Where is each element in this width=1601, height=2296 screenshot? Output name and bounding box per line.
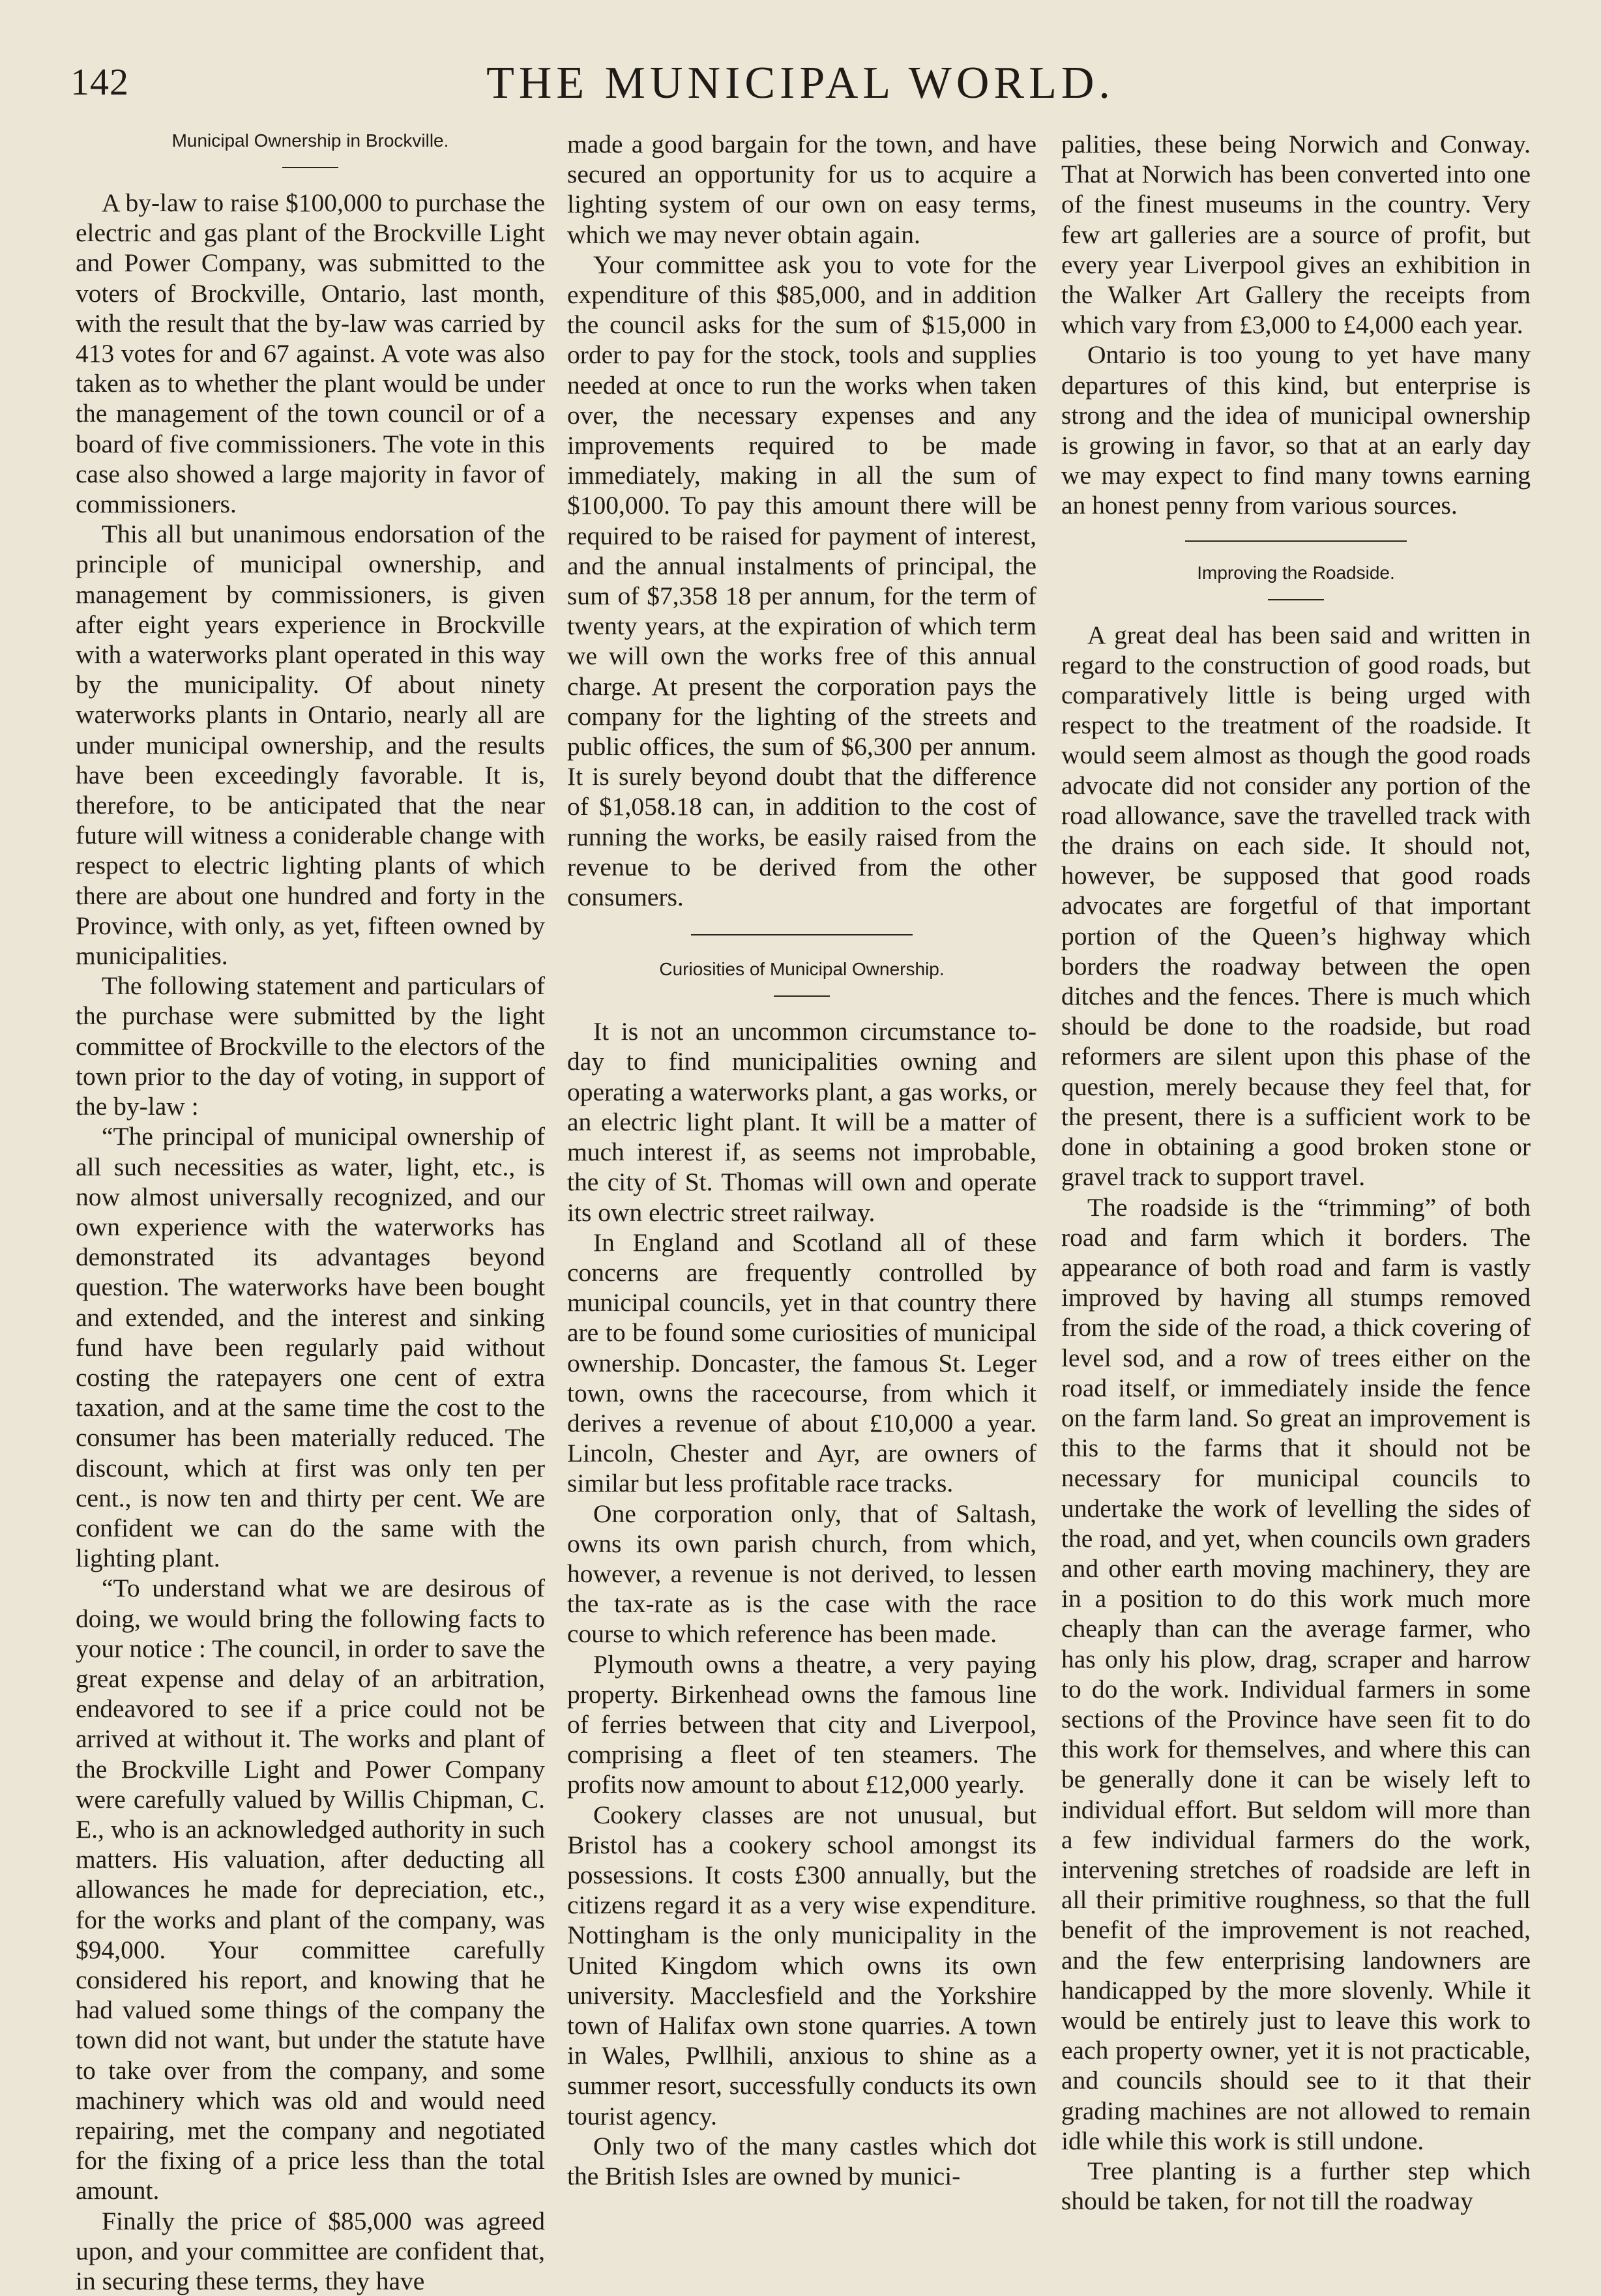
paragraph: Your committee ask you to vote for the expenditure of this $85,000, and in addition the council asks for the sum of $15,000 in order to pay for the stock, tools and supplies needed at once to run the works when taken over, the necessary expenses and any improvements required to be made immediately, making in all the sum of $100,000. To pay this amount there will be required to be raised for payment of interest, and the annual instalments of principal, the sum of $7,358 18 per annum, for the term of twenty years, at the expiration of which term we will own the works free of this annual charge. At present the corporation pays the company for the lighting of the streets and public offices, the sum of $6,300 per annum. It is surely beyond doubt that the difference of $1,058.18 can, in addition to the cost of running the works, be easily raised from the revenue to be derived from the other consumers.: [567, 250, 1036, 912]
article-title-brockville: Municipal Ownership in Brockville.: [171, 130, 449, 151]
paragraph: A by-law to raise $100,000 to purchase the electric and gas plant of the Brockville Light and Power Company, was submitted to the voters of Brockville, Ontario, last month, with the result that the by-law was carried by 413 votes for and 67 against. A vote was also taken as to whether the plant would be under the management of the town council or of a board of five commissioners. The vote in this case also showed a large majority in favor of commissioners.: [76, 188, 545, 519]
column-3: [1061, 129, 1531, 2216]
column-1: [76, 129, 545, 2296]
title-rule: [1268, 599, 1324, 600]
paragraph: Ontario is too young to yet have many departures of this kind, but enterprise is strong and the idea of municipal ownership is growing in favor, so that at an early day we may expect to find many towns earning an honest penny from various sources.: [1061, 340, 1531, 520]
title-rule: [282, 167, 338, 168]
page-number: 142: [70, 61, 129, 103]
paragraph: In England and Scotland all of these concerns are frequently controlled by municipal councils, yet in that country there are to be found some curiosities of municipal ownership. Doncaster, the famous St. Leger town, owns the racecourse, from which it derives a revenue of about £10,000 a year. Lincoln, Chester and Ayr, are owners of similar but less profitable race tracks.: [567, 1228, 1036, 1498]
paragraph: The roadside is the “trimming” of both road and farm which it borders. The appearance of both road and farm is vastly improved by having all stumps removed from the side of the road, a thick covering of level sod, and a row of trees either on the road itself, or immediately inside the fence on the farm land. So great an improvement is this to the farms that it should not be necessary for municipal councils to undertake the work of levelling the sides of the road, and yet, when councils own graders and other earth moving machinery, they are in a position to do this work much more cheaply than can the average farmer, who has only his plow, drag, scraper and harrow to do the work. Individual farmers in some sections of the Province have seen fit to do this work for themselves, and where this can be generally done it can be wisely left to individual effort. But seldom will more than a few individual farmers do the work, intervening stretches of roadside are left in all their primitive roughness, so that the full benefit of the improvement is not reached, and the few enterprising landowners are handicapped by the more slovenly. While it would be entirely just to leave this work to each property owner, yet it is not practicable, and councils should see to it that their grading machines are not allowed to remain idle while this work is still undone.: [1061, 1192, 1531, 2155]
article-title-curiosities: Curiosities of Municipal Ownership.: [659, 959, 945, 980]
paragraph: “The principal of municipal ownership of all such necessities as water, light, etc., is now almost universally recognized, and our own experience with the waterworks has demonstrated its advantages beyond question. The waterworks have been bought and extended, and the interest and sinking fund have been regularly paid without costing the ratepayers one cent of extra taxation, and at the same time the cost to the consumer has been materially reduced. The discount, which at first was only ten per cent., is now ten and thirty per cent. We are confident we can do the same with the lighting plant.: [76, 1122, 545, 1573]
paragraph: made a good bargain for the town, and have secured an opportunity for us to acquire a lighting system of our own on easy terms, which we may never obtain again.: [567, 130, 1036, 249]
section-divider: [1185, 540, 1407, 542]
paragraph: Cookery classes are not unusual, but Bristol has a cookery school amongst its possessions. It costs £300 annually, but the citizens regard it as a very wise expenditure. Nottingham is the only municipality in the United Kingdom which owns its own university. Macclesfield and the Yorkshire town of Halifax own stone quarries. A town in Wales, Pwllhili, anxious to shine as a summer resort, successfully conducts its own tourist agency.: [567, 1800, 1036, 2130]
masthead: THE MUNICIPAL WORLD.: [486, 58, 1115, 108]
paragraph: The following statement and particulars of the purchase were submitted by the light committee of Brockville to the electors of the town prior to the day of voting, in support of the by-law :: [76, 971, 545, 1121]
title-rule: [774, 995, 830, 997]
column-2: [567, 129, 1036, 2191]
paragraph: This all but unanimous endorsation of the principle of municipal ownership, and management by commissioners, is given after eight years experience in Brockville with a waterworks plant operated in this way by the municipality. Of about ninety waterworks plants in Ontario, nearly all are under municipal ownership, and the results have been exceedingly favorable. It is, therefore, to be anticipated that the near future will witness a coniderable change with respect to electric lighting plants of which there are about one hundred and forty in the Province, with only, as yet, fifteen owned by municipalities.: [76, 520, 545, 971]
paragraph: palities, these being Norwich and Conway. That at Norwich has been converted into one of the finest museums in the country. Very few art galleries are a source of profit, but every year Liverpool gives an exhibition in the Walker Art Gallery the receipts from which vary from £3,000 to £4,000 each year.: [1061, 130, 1531, 340]
paragraph: Plymouth owns a theatre, a very paying property. Birkenhead owns the famous line of ferries between that city and Liverpool, comprising a fleet of ten steamers. The profits now amount to about £12,000 yearly.: [567, 1649, 1036, 1799]
paragraph: It is not an uncommon circumstance to-day to find municipalities owning and operating a waterworks plant, a gas works, or an electric light plant. It will be a matter of much interest if, as seems not improbable, the city of St. Thomas will own and operate its own electric street railway.: [567, 1017, 1036, 1227]
paragraph: “To understand what we are desirous of doing, we would bring the following facts to your notice : The council, in order to save the great expense and delay of an arbitration, endeavored to see if a price could not be arrived at without it. The works and plant of the Brockville Light and Power Company were carefully valued by Willis Chipman, C. E., who is an acknowledged authority in such matters. His valuation, after deducting all allowances he made for depreciation, etc., for the works and plant of the company, was $94,000. Your committee carefully considered his report, and knowing that he had valued some things of the company the town did not want, but under the statute have to take over from the company, and some machinery which was old and would need repairing, met the company and negotiated for the fixing of a price less than the total amount.: [76, 1574, 545, 2205]
paragraph: A great deal has been said and written in regard to the construction of good roads, but comparatively little is being urged with respect to the treatment of the roadside. It would seem almost as though the good roads advocate did not consider any portion of the road allowance, save the travelled track with the drains on each side. It should not, however, be supposed that good roads advocates are forgetful of that important portion of the Queen’s highway which borders the roadway between the open ditches and the fences. There is much which should be done to the roadside, but road reformers are silent upon this phase of the question, merely because they feel that, for the present, there is a sufficient work to be done in obtaining a good broken stone or gravel track to support travel.: [1061, 620, 1531, 1192]
section-divider: [691, 934, 913, 935]
paragraph: Finally the price of $85,000 was agreed upon, and your committee are confident that, in securing these terms, they have: [76, 2206, 545, 2296]
paragraph: One corporation only, that of Saltash, owns its own parish church, from which, however, a revenue is not derived, to lessen the tax-rate as is the case with the race course to which reference has been made.: [567, 1499, 1036, 1649]
paragraph: Tree planting is a further step which should be taken, for not till the roadway: [1061, 2156, 1531, 2216]
paragraph: Only two of the many castles which dot the British Isles are owned by munici-: [567, 2131, 1036, 2190]
article-title-roadside: Improving the Roadside.: [1197, 562, 1395, 583]
